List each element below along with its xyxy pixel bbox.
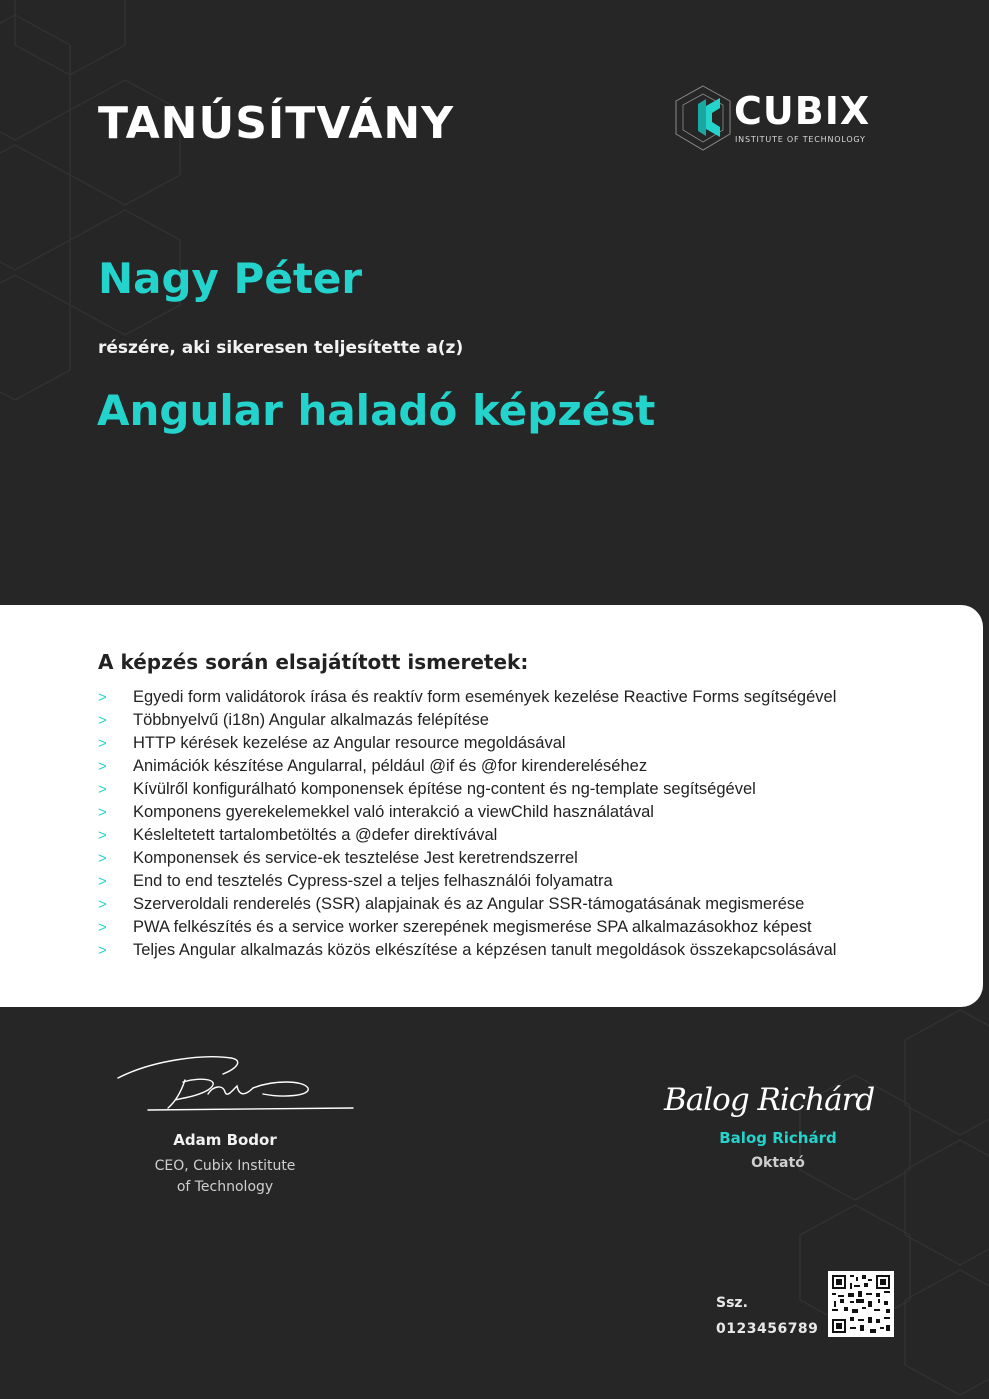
instructor-role: Oktató — [751, 1155, 805, 1171]
chevron-right-icon: > — [98, 850, 107, 867]
skills-list — [98, 686, 836, 962]
skills-heading: A képzés során elsajátított ismeretek: — [98, 650, 529, 674]
list-item: > Szerveroldali renderelés (SSR) alapjainak és az Angular SSR-támogatásának megismerése — [98, 893, 836, 916]
chevron-right-icon: > — [98, 804, 107, 821]
ceo-name: Adam Bodor — [173, 1131, 277, 1149]
list-item: > Teljes Angular alkalmazás közös elkészítése a képzésen tanult megoldások összekapcsolásával — [98, 939, 836, 962]
recipient-name: Nagy Péter — [98, 254, 363, 303]
chevron-right-icon: > — [98, 689, 107, 706]
logo-name: CUBIX — [734, 89, 871, 133]
instructor-name: Balog Richárd — [719, 1129, 837, 1147]
course-title: Angular haladó képzést — [97, 386, 656, 435]
serial-number: 0123456789 — [716, 1321, 819, 1337]
ceo-role: CEO, Cubix Institute of Technology — [154, 1158, 296, 1195]
list-item: > Késleltetett tartalombetöltés a @defer direktívával — [98, 824, 836, 847]
logo-tagline: INSTITUTE OF TECHNOLOGY — [735, 135, 866, 144]
chevron-right-icon: > — [98, 896, 107, 913]
serial-label: Ssz. — [716, 1295, 748, 1311]
ceo-signature — [113, 1050, 358, 1120]
chevron-right-icon: > — [98, 735, 107, 752]
chevron-right-icon: > — [98, 781, 107, 798]
completion-text: részére, aki sikeresen teljesítette a(z) — [98, 338, 464, 358]
list-item: > Egyedi form validátorok írása és reaktív form események kezelése Reactive Forms segítségével — [98, 686, 836, 709]
list-item: > Komponensek és service-ek tesztelése Jest keretrendszerrel — [98, 847, 836, 870]
qr-code-icon[interactable] — [828, 1271, 894, 1337]
chevron-right-icon: > — [98, 873, 107, 890]
list-item: > End to end tesztelés Cypress-szel a teljes felhasználói folyamatra — [98, 870, 836, 893]
list-item: > HTTP kérések kezelése az Angular resource megoldásával — [98, 732, 836, 755]
chevron-right-icon: > — [98, 827, 107, 844]
chevron-right-icon: > — [98, 942, 107, 959]
certificate-title: TANÚSÍTVÁNY — [98, 98, 455, 149]
chevron-right-icon: > — [98, 919, 107, 936]
list-item: > Kívülről konfigurálható komponensek építése ng-content és ng-template segítségével — [98, 778, 836, 801]
list-item: > Többnyelvű (i18n) Angular alkalmazás felépítése — [98, 709, 836, 732]
list-item: > Animációk készítése Angularral, például @if és @for kirendereléséhez — [98, 755, 836, 778]
chevron-right-icon: > — [98, 712, 107, 729]
list-item: > Komponens gyerekelemekkel való interakció a viewChild használatával — [98, 801, 836, 824]
instructor-signature: Balog Richárd — [664, 1082, 875, 1118]
list-item: > PWA felkészítés és a service worker szerepének megismerése SPA alkalmazásokhoz képest — [98, 916, 836, 939]
chevron-right-icon: > — [98, 758, 107, 775]
